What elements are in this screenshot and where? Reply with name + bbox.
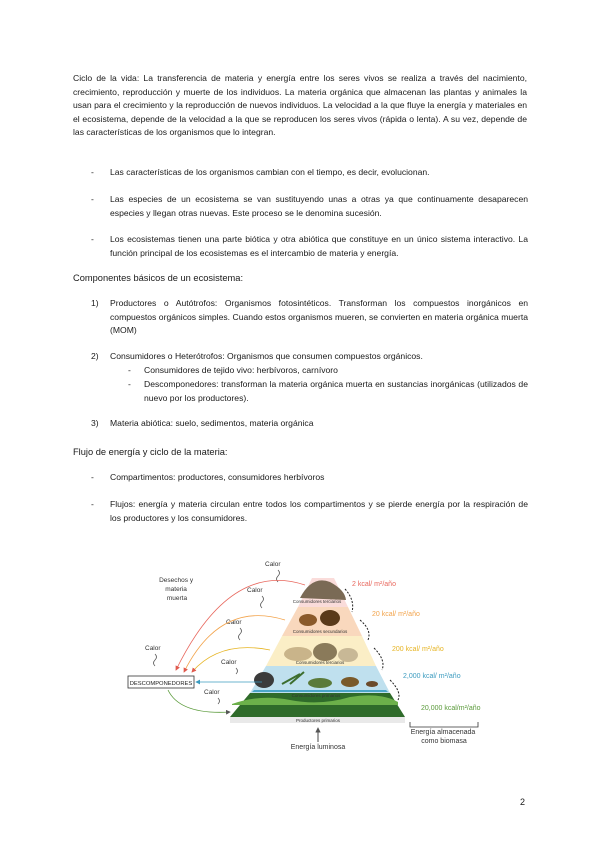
level-label: Consumidores primarios	[291, 693, 341, 698]
item-number: 1)	[91, 298, 99, 308]
light-energy-label: Energía luminosa	[290, 744, 346, 751]
sub-bullet-marker: -	[128, 365, 131, 375]
sub-bullet-marker: -	[128, 379, 131, 389]
heat-label: Calor	[204, 689, 220, 696]
waste-label: Desechos y materia muerta	[159, 577, 194, 602]
bullet-text: Las características de los organismos cambian con el tiempo, es decir, evolucionan.	[110, 167, 430, 177]
decomposers-label: DESCOMPONEDORES	[129, 681, 193, 687]
heat-label: Calor	[226, 619, 242, 626]
bullet-marker: -	[91, 499, 94, 509]
pyramid-level-primary-consumers	[250, 666, 390, 693]
bullet-marker: -	[91, 234, 94, 244]
energy-label: 20,000 kcal/m²/año	[421, 705, 481, 712]
flow-heading: Flujo de energía y ciclo de la materia:	[73, 447, 228, 457]
level-label: Consumidores terciarios	[295, 660, 345, 665]
sub-bullet-text: Consumidores de tejido vivo: herbívoros, carnívoro	[144, 365, 338, 375]
energy-label: 2,000 kcal/ m²/año	[403, 673, 461, 680]
biomass-bracket	[410, 722, 478, 727]
item-number: 2)	[91, 351, 99, 361]
sub-bullet-text: Descomponedores: transforman la materia orgánica muerta en sustancias inorgánicas (utilizados de nuevo por los productores).	[144, 379, 528, 403]
item-number: 3)	[91, 418, 99, 428]
page-number: 2	[520, 797, 526, 807]
bullet-marker: -	[91, 472, 94, 482]
level-label: Productores primarios	[295, 718, 341, 723]
energy-label: 200 kcal/ m²/año	[392, 646, 444, 653]
components-heading: Componentes básicos de un ecosistema:	[73, 273, 244, 283]
energy-label: 20 kcal/ m²/año	[372, 611, 420, 618]
heat-label: Calor	[265, 561, 281, 568]
bullet-marker: -	[91, 167, 94, 177]
item-text: Materia abiótica: suelo, sedimentos, materia orgánica	[110, 418, 314, 428]
biomass-label: Energía almacenada como biomasa	[410, 729, 476, 745]
heat-label: Calor	[145, 645, 161, 652]
bullet-text: Los ecosistemas tienen una parte biótica y otra abiótica que constituye en un único sistema interactivo. La función principal de los ecosistemas es el intercambio de materia y energía.	[110, 234, 528, 258]
intro-paragraph: Ciclo de la vida: La transferencia de materia y energía entre los seres vivos se realiza a través del nacimiento, crecimiento, reproducción y muerte de los individuos. La materia orgánica que almacenan las plantas y animales la usan para el crecimiento y la reproducción de nuevos individuos. La velocidad a la que fluye la energía y materiales en el ecosistema, depende de la velocidad a la que se reproducen los seres vivos (rápida o lenta). A su vez, depende de las características de los organismos que lo integran.	[73, 73, 527, 138]
heat-label: Calor	[221, 659, 237, 666]
item-text: Productores o Autótrofos: Organismos fotosintéticos. Transforman los compuestos inorgánicos en compuestos orgánicos simples. Cuando estos organismos mueren, se convierten en materia orgánica muerta (MOM)	[110, 298, 528, 336]
heat-label: Calor	[247, 587, 263, 594]
bullet-text: Flujos: energía y materia circulan entre todos los compartimentos y se pierde energía por la respiración de los productores y los consumidores.	[110, 499, 528, 523]
bullet-text: Las especies de un ecosistema se van sustituyendo unas a otras ya que continuamente desaparecen especies y llegan otras nuevas. Este proceso se le denomina sucesión.	[110, 194, 528, 218]
bullet-text: Compartimentos: productores, consumidores herbívoros	[110, 472, 325, 482]
energy-label: 2 kcal/ m²/año	[352, 581, 396, 588]
item-text: Consumidores o Heterótrofos: Organismos que consumen compuestos orgánicos.	[110, 351, 423, 361]
level-label: Consumidores secundarios	[292, 629, 348, 634]
bullet-marker: -	[91, 194, 94, 204]
level-label: Consumidores terciarios	[292, 599, 342, 604]
